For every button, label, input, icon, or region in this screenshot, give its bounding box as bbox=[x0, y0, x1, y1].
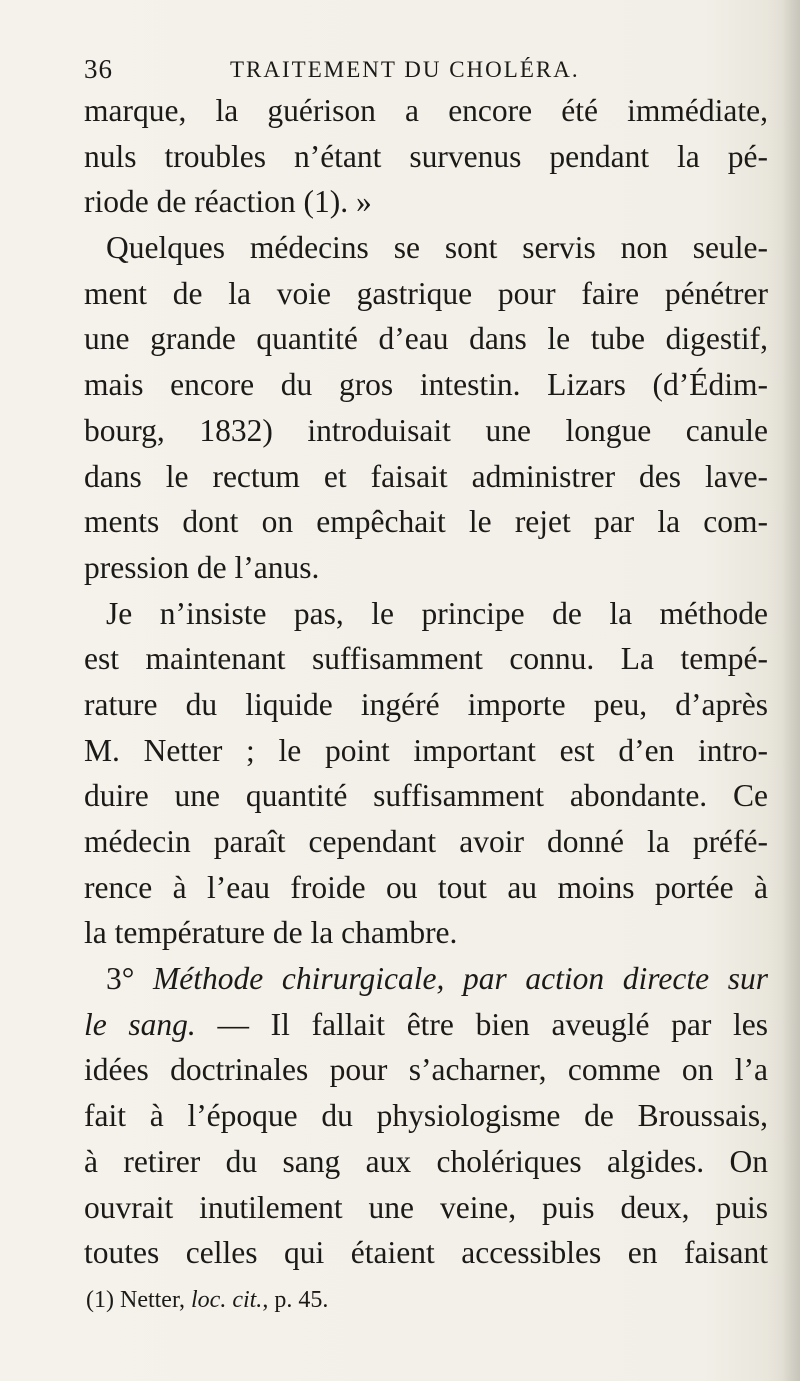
text-line: rature du liquide ingéré importe peu, d’après bbox=[84, 686, 768, 722]
text-line: toutes celles qui étaient accessibles en faisant bbox=[84, 1235, 768, 1271]
text-line: une grande quantité d’eau dans le tube digestif, bbox=[84, 321, 768, 357]
footnote-reference: loc. cit. bbox=[191, 1287, 263, 1313]
text-line: ouvrait inutilement une veine, puis deux, puis bbox=[84, 1189, 768, 1225]
text-line: riode de réaction (1). » bbox=[84, 184, 372, 220]
text-line: ment de la voie gastrique pour faire pénétrer bbox=[84, 275, 768, 311]
text-line: est maintenant suffisamment connu. La tempé- bbox=[84, 641, 768, 677]
text-line: pression de l’anus. bbox=[84, 549, 320, 585]
section-text-start: — Il fallait être bien aveuglé par les bbox=[195, 1006, 768, 1042]
text-line: fait à l’époque du physiologisme de Broussais, bbox=[84, 1098, 768, 1134]
running-title: TRAITEMENT DU CHOLÉRA. bbox=[230, 57, 580, 82]
footnote-marker: (1) bbox=[86, 1287, 114, 1313]
text-line: médecin paraît cependant avoir donné la préfé- bbox=[84, 824, 768, 859]
footnote-page: , p. 45. bbox=[262, 1287, 329, 1313]
text-line: bourg, 1832) introduisait une longue canule bbox=[84, 412, 768, 448]
text-line: dans le rectum et faisait administrer des lave- bbox=[84, 458, 768, 494]
section-heading-line bbox=[84, 956, 768, 1002]
text-line: mais encore du gros intestin. Lizars (d’Édim- bbox=[84, 367, 768, 403]
text-line: à retirer du sang aux cholériques algides. On bbox=[84, 1143, 768, 1179]
section-number: 3° bbox=[106, 961, 135, 997]
text-line: marque, la guérison a encore été immédiate, bbox=[84, 93, 768, 128]
text-line: ments dont on empêchait le rejet par la com- bbox=[84, 504, 768, 540]
text-line: duire une quantité suffisamment abondante. Ce bbox=[84, 778, 768, 814]
text-line: rence à l’eau froide ou tout au moins portée à bbox=[84, 869, 768, 905]
section-heading-line-2 bbox=[84, 1002, 768, 1048]
section-title: Méthode chirurgicale, par action directe sur bbox=[153, 961, 768, 997]
body-text bbox=[84, 88, 768, 1276]
page-header bbox=[84, 52, 756, 92]
page-number: 36 bbox=[84, 54, 113, 84]
footnote bbox=[86, 1287, 328, 1314]
section-title-end: le sang. bbox=[84, 1006, 196, 1042]
text-line: Quelques médecins se sont servis non seule- bbox=[106, 230, 768, 266]
text-line: idées doctrinales pour s’acharner, comme on l’a bbox=[84, 1052, 768, 1088]
text-line: nuls troubles n’étant survenus pendant la pé- bbox=[84, 138, 768, 174]
text-line: la température de la chambre. bbox=[84, 915, 458, 951]
page-edge-shadow bbox=[782, 0, 800, 1381]
text-line: Je n’insiste pas, le principe de la méthode bbox=[106, 595, 768, 631]
text-line: M. Netter ; le point important est d’en intro- bbox=[84, 732, 768, 768]
footnote-author: Netter, bbox=[119, 1287, 185, 1313]
